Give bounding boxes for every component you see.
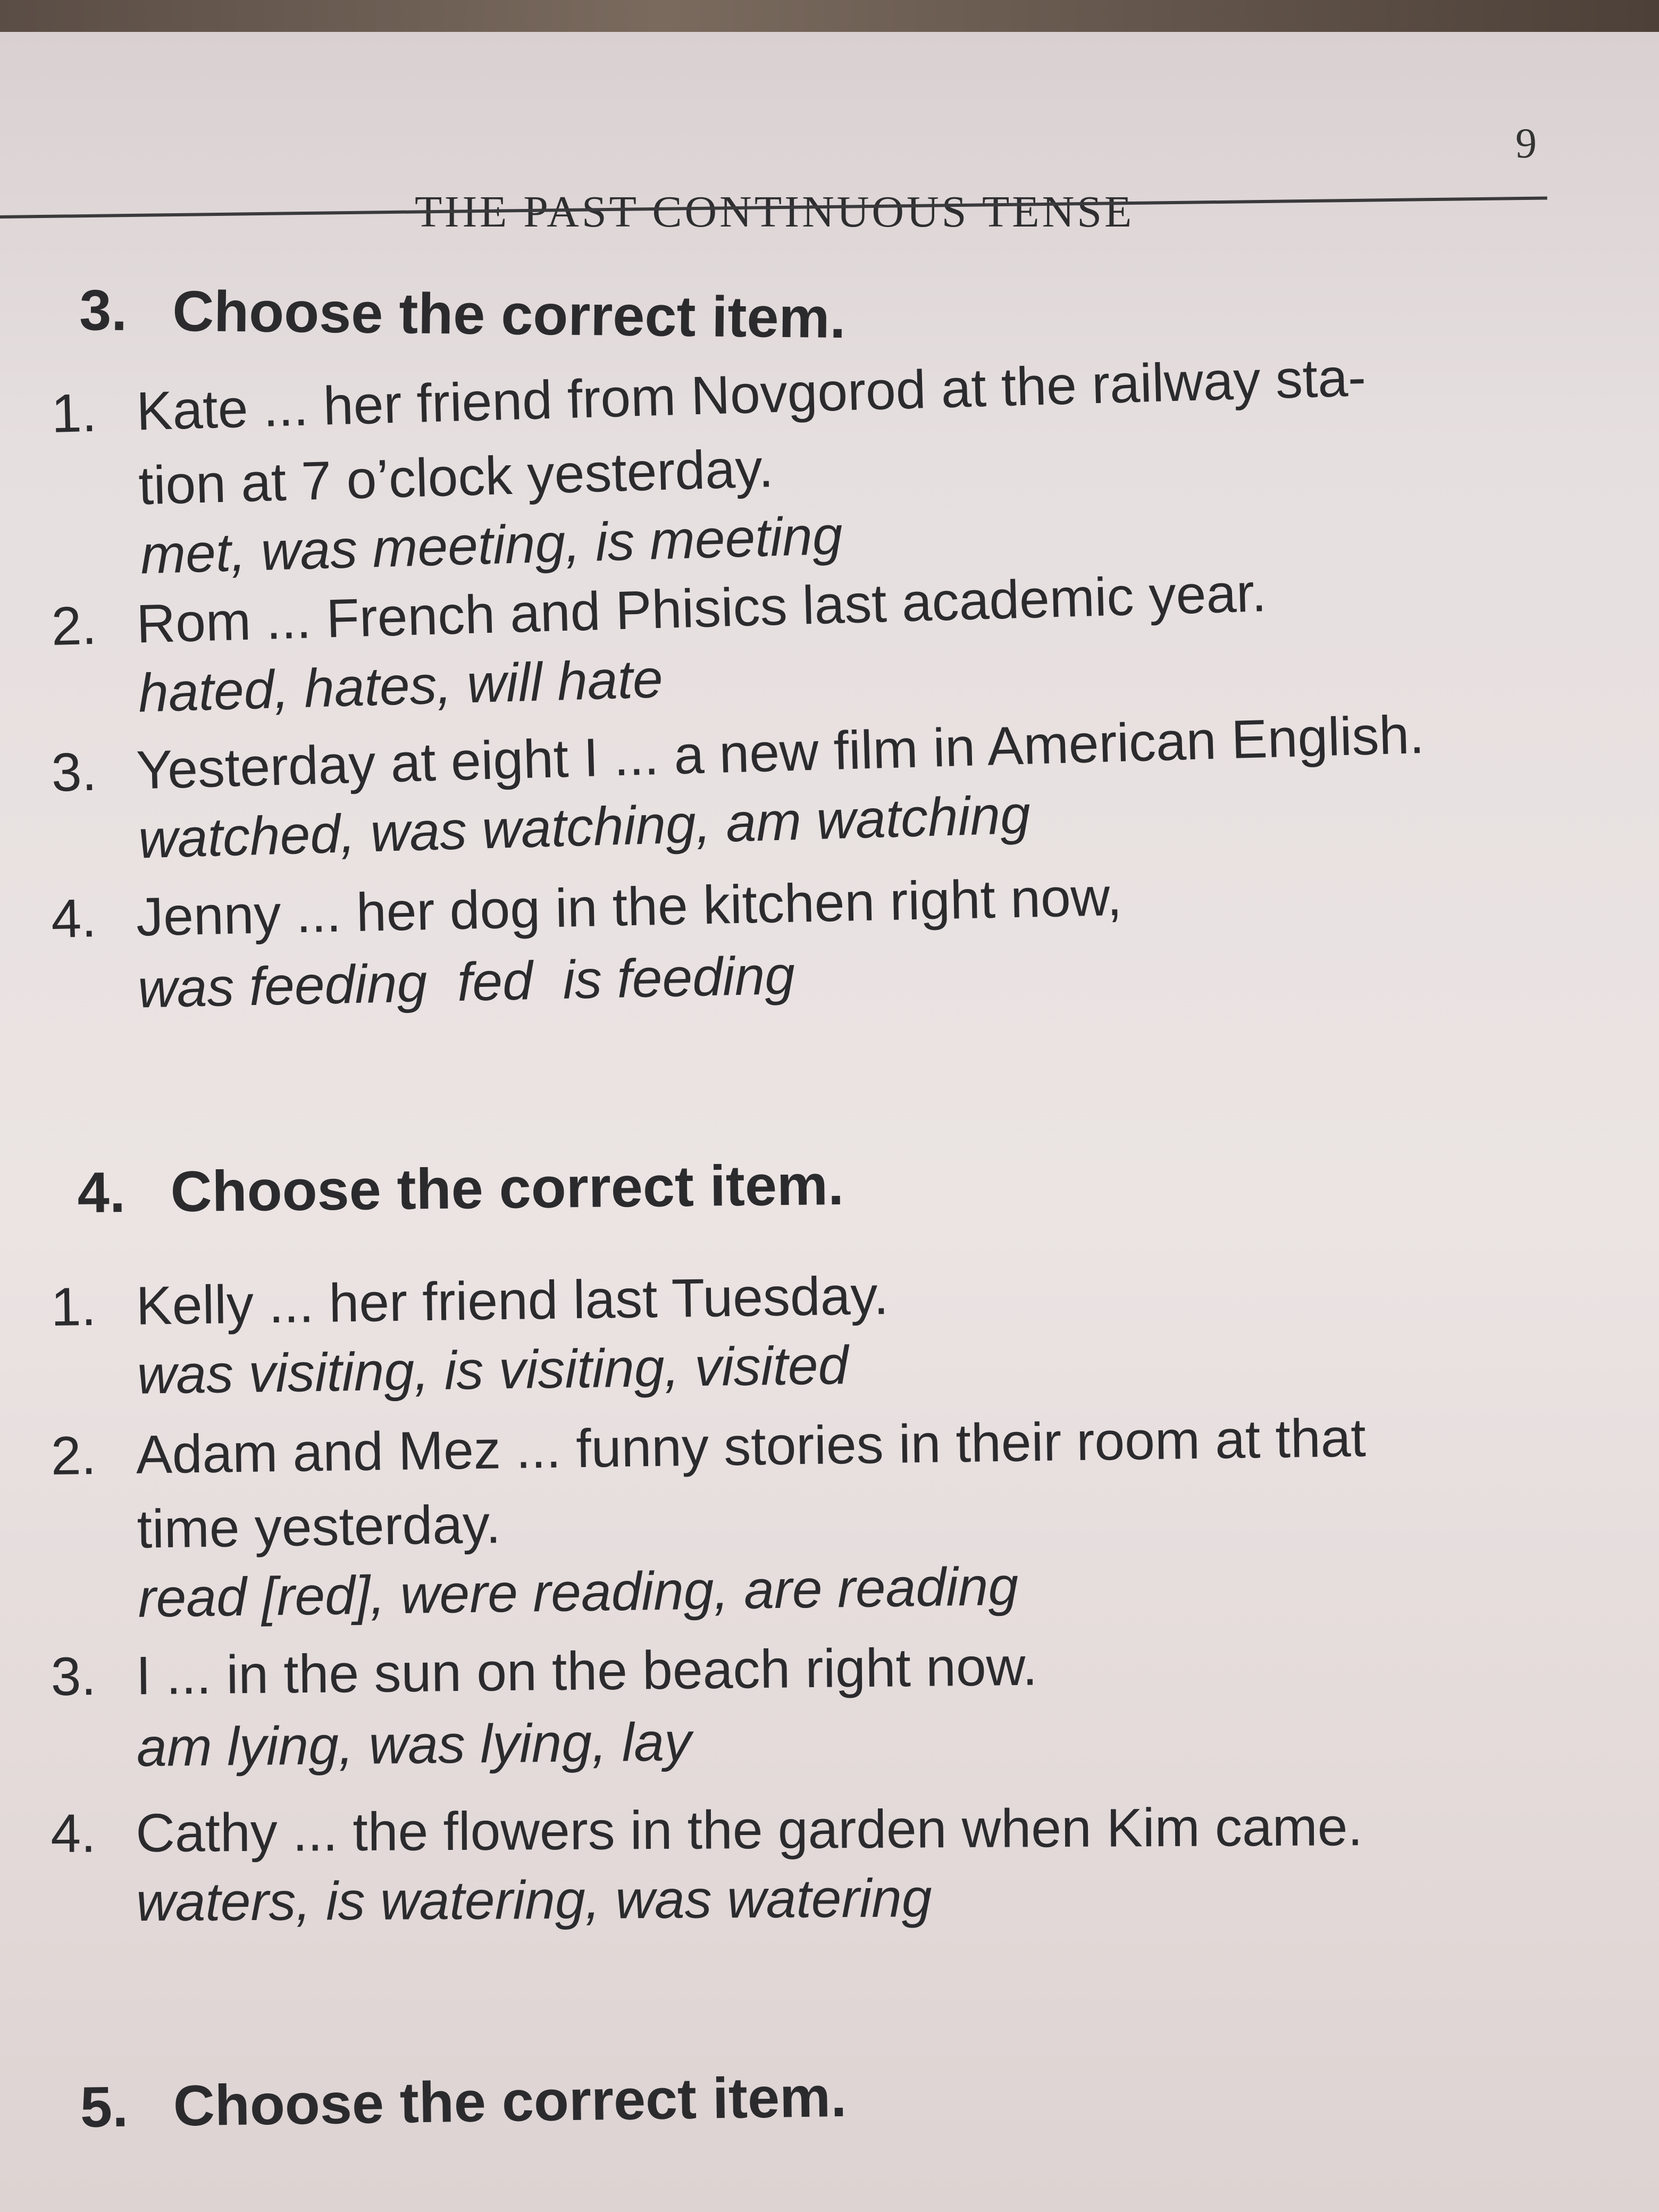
running-header: THE PAST CONTINUOUS TENSE [415,187,1135,237]
item-text-line-2: time yesterday. [136,1494,501,1560]
answer-options: waters, is watering, was watering [136,1867,932,1933]
answer-options: read [red], were reading, are reading [137,1555,1019,1629]
answer-options: was visiting, is visiting, visited [136,1335,849,1405]
section-number: 4. [77,1160,126,1225]
section-title: Choose the correct item. [170,1152,844,1224]
item-text-line-1: Rom ... French and Phisics last academic year. [135,562,1268,655]
item-number: 1. [51,382,98,444]
section-number: 5. [80,2074,129,2139]
item-text-line-1: Yesterday at eight I ... a new film in American English. [135,703,1426,801]
answer-options: was feeding fed is feeding [137,944,796,1019]
answer-options: met, was meeting, is meeting [139,505,844,585]
item-number: 4. [51,1803,96,1864]
page-top-edge [0,0,1659,32]
item-number: 2. [51,1425,97,1486]
page-number: 9 [1515,120,1537,167]
item-number: 3. [51,1646,97,1707]
section-number: 3. [79,277,128,342]
item-text-line-1: Cathy ... the flowers in the garden when Kim came. [136,1796,1363,1864]
item-text-line-2: tion at 7 o’clock yesterday. [137,438,774,516]
item-number: 1. [51,1276,97,1337]
item-number: 3. [51,741,98,803]
answer-options: am lying, was lying, lay [136,1711,692,1778]
item-text-line-1: Adam and Mez ... funny stories in their room at that [135,1407,1367,1485]
item-text-line-1: Jenny ... her dog in the kitchen right now, [135,866,1123,948]
item-text-line-1: Kelly ... her friend last Tuesday. [135,1265,889,1336]
item-text-line-1: I ... in the sun on the beach right now. [136,1636,1038,1706]
answer-options: watched, was watching, am watching [137,784,1032,870]
item-number: 2. [51,594,98,657]
item-number: 4. [51,887,97,949]
answer-options: hated, hates, will hate [137,648,664,724]
section-title: Choose the correct item. [173,2064,847,2138]
section-title: Choose the correct item. [172,278,847,350]
item-text-line-1: Kate ... her friend from Novgorod at the railway sta- [135,346,1367,442]
